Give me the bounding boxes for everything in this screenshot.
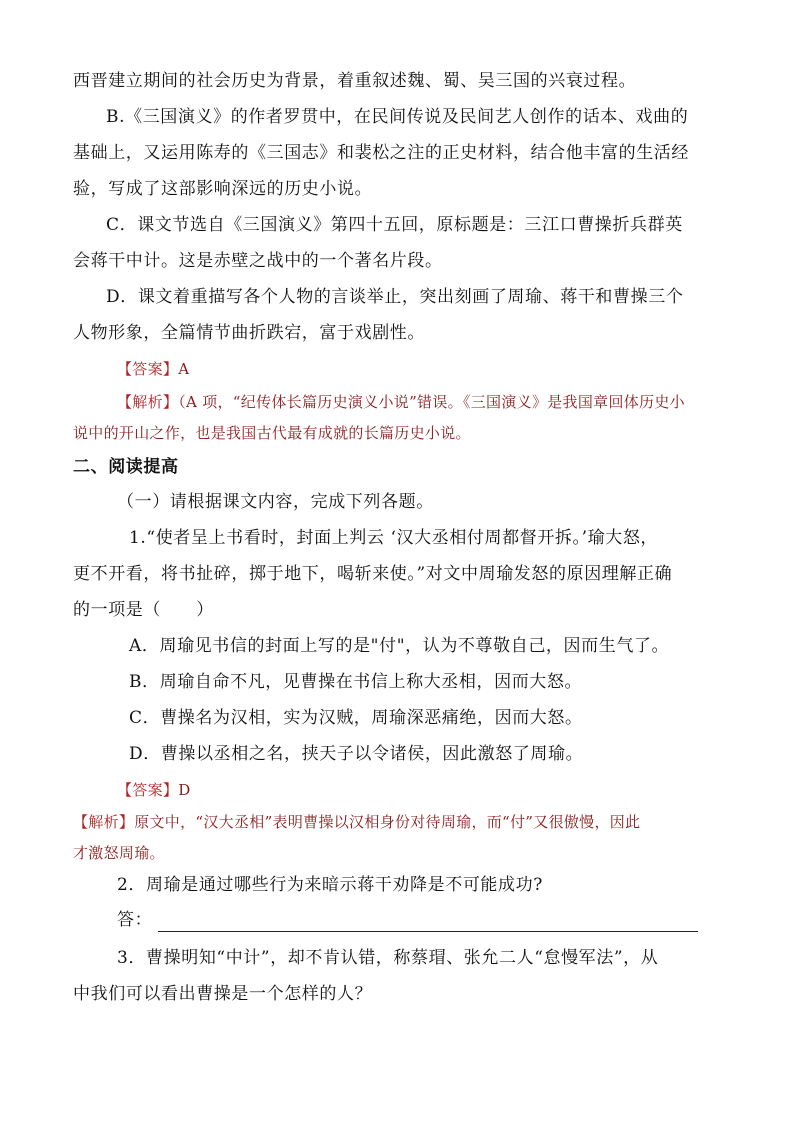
text-line: 会蒋干中计。这是赤壁之战中的一个著名片段。 <box>73 251 443 271</box>
answer-tag: 【答案】 <box>117 360 179 378</box>
question-2: 2．周瑜是通过哪些行为来暗示蒋干劝降是不可能成功? <box>117 875 543 895</box>
answer-value: A <box>178 360 190 378</box>
analysis-line <box>117 390 685 414</box>
analysis-line <box>73 810 640 834</box>
text-line: 更不开看，将书扯碎，掷于地下，喝斩来使。”对文中周瑜发怒的原因理解正确 <box>73 564 673 584</box>
text-line: 西晋建立期间的社会历史为背景，着重叙述魏、蜀、吴三国的兴衰过程。 <box>73 71 637 91</box>
section-heading: 二、阅读提高 <box>73 457 179 477</box>
choice-d: D．曹操以丞相之名，挟天子以令诸侯，因此激怒了周瑜。 <box>129 744 584 764</box>
question-1: 1.“使者呈上书看时，封面上判云 ‘汉大丞相付周都督开拆。’瑜大怒， <box>129 528 659 548</box>
option-b: B.《三国演义》的作者罗贯中，在民间传说及民间艺人创作的话本、戏曲的 <box>106 107 689 127</box>
text-line: 验，写成了这部影响深远的历史小说。 <box>73 179 373 199</box>
answer-line <box>117 778 191 802</box>
answer-label: 答： <box>117 910 153 930</box>
choice-c: C．曹操名为汉相，实为汉贼，周瑜深恶痛绝，因而大怒。 <box>129 708 583 728</box>
analysis-text: 才激怒周瑜。 <box>73 844 165 862</box>
text-line: 基础上，又运用陈寿的《三国志》和裴松之注的正史材料，结合他丰富的生活经 <box>73 143 689 163</box>
analysis-text: 说中的开山之作，也是我国古代最有成就的长篇历史小说。 <box>73 424 471 442</box>
choice-a: A．周瑜见书信的封面上写的是"付"，认为不尊敬自己，因而生气了。 <box>129 636 670 656</box>
text-line: 中我们可以看出曹操是一个怎样的人？ <box>73 984 373 1004</box>
option-c: C．课文节选自《三国演义》第四十五回，原标题是：三江口曹操折兵群英 <box>106 215 683 235</box>
option-d: D．课文着重描写各个人物的言谈举止，突出刻画了周瑜、蒋干和曹操三个 <box>106 287 684 307</box>
analysis-tag: 【解析】 <box>117 393 179 411</box>
analysis-text: （A 项，“纪传体长篇历史演义小说”错误。《三国演义》是我国章回体历史小 <box>178 393 685 411</box>
analysis-text: 原文中，“汉大丞相”表明曹操以汉相身份对待周瑜，而“付”又很傲慢，因此 <box>134 813 641 831</box>
answer-value: D <box>178 781 191 799</box>
answer-tag: 【答案】 <box>117 781 179 799</box>
text-line: 人物形象，全篇情节曲折跌宕，富于戏剧性。 <box>73 323 425 343</box>
text-line: 的一项是（ ） <box>73 600 214 620</box>
analysis-tag: 【解析】 <box>73 813 135 831</box>
answer-prompt <box>117 908 698 932</box>
choice-b: B．周瑜自命不凡，见曹操在书信上称大丞相，因而大怒。 <box>129 672 583 692</box>
question-3: 3．曹操明知“中计”，却不肯认错，称蔡瑁、张允二人“怠慢军法”，从 <box>117 948 659 968</box>
answer-blank[interactable] <box>158 913 698 932</box>
subsection-heading: （一）请根据课文内容，完成下列各题。 <box>117 492 434 512</box>
answer-line <box>117 357 189 381</box>
